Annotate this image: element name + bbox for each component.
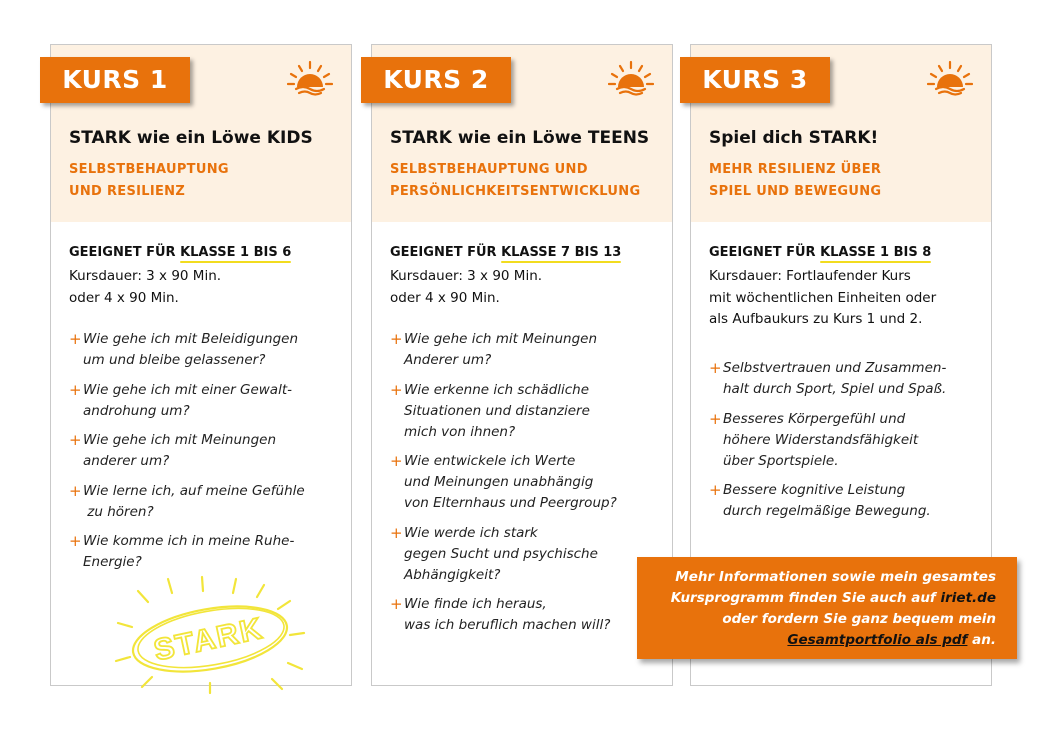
sun-icon	[608, 59, 654, 99]
info-text: an.	[967, 632, 996, 648]
list-item	[390, 451, 668, 514]
subtitle-line: UND RESILIENZ	[69, 184, 186, 199]
duration-line: oder 4 x 90 Min.	[69, 289, 179, 306]
item-line: durch regelmäßige Bewegung.	[723, 503, 931, 519]
portfolio-pdf-link[interactable]: Gesamtportfolio als pdf	[787, 632, 968, 648]
suitable-prefix: GEEIGNET FÜR	[69, 245, 181, 260]
plus-bullet-icon: +	[69, 481, 82, 500]
question-list	[390, 329, 668, 645]
item-line: anderer um?	[83, 453, 170, 469]
list-item	[69, 531, 347, 573]
course-subtitle	[709, 159, 985, 203]
sun-icon	[287, 59, 333, 99]
course-badge: KURS 2	[361, 57, 511, 103]
list-item	[390, 329, 668, 371]
course-subtitle	[69, 159, 345, 203]
plus-bullet-icon: +	[69, 380, 82, 399]
item-line: Wie gehe ich mit Meinungen	[83, 432, 277, 448]
suitable-prefix: GEEIGNET FÜR	[390, 245, 502, 260]
list-item	[709, 409, 987, 472]
course-card-2	[371, 44, 673, 686]
website-link[interactable]: iriet.de	[940, 590, 996, 606]
item-line: Wie entwickele ich Werte	[404, 453, 576, 469]
grade-range-highlight: KLASSE 1 BIS 6	[180, 245, 292, 260]
item-line: Bessere kognitive Leistung	[723, 482, 906, 498]
item-line: Wie werde ich stark	[404, 524, 538, 541]
course-title: Spiel dich STARK!	[709, 128, 879, 148]
item-line: gegen Sucht und psychische	[404, 545, 598, 562]
info-text: Kursprogramm finden Sie auch auf	[670, 590, 941, 606]
item-line: Wie finde ich heraus,	[404, 596, 547, 612]
suitable-for	[709, 245, 985, 260]
item-line: was ich beruflich machen will?	[404, 617, 611, 633]
plus-bullet-icon: +	[390, 523, 403, 542]
list-item	[390, 594, 668, 636]
course-duration	[69, 266, 345, 309]
plus-bullet-icon: +	[390, 330, 403, 348]
course-title: STARK wie ein Löwe KIDS	[69, 128, 313, 148]
subtitle-line: SELBSTBEHAUPTUNG	[69, 162, 229, 177]
course-badge: KURS 3	[680, 57, 830, 103]
item-line: und Meinungen unabhängig	[404, 474, 594, 490]
plus-bullet-icon: +	[709, 481, 722, 499]
doodle-text: STARK	[151, 611, 267, 668]
subtitle-line: PERSÖNLICHKEITSENTWICKLUNG	[390, 184, 641, 199]
info-box	[637, 557, 1017, 659]
plus-bullet-icon: +	[390, 452, 403, 470]
item-line: Anderer um?	[404, 352, 492, 368]
plus-bullet-icon: +	[69, 431, 82, 449]
course-duration	[390, 266, 666, 309]
course-subtitle	[390, 159, 666, 203]
duration-line: oder 4 x 90 Min.	[390, 289, 500, 306]
question-list	[69, 329, 347, 582]
plus-bullet-icon: +	[390, 595, 403, 613]
duration-line: mit wöchentlichen Einheiten oder	[709, 289, 937, 306]
info-line	[647, 630, 996, 651]
list-item	[390, 523, 668, 586]
suitable-for	[69, 245, 345, 260]
duration-line: Kursdauer: 3 x 90 Min.	[390, 268, 543, 284]
item-line: Wie gehe ich mit Meinungen	[404, 331, 598, 347]
duration-line: Kursdauer: Fortlaufender Kurs	[709, 268, 911, 284]
item-line: zu hören?	[83, 503, 154, 520]
duration-line: als Aufbaukurs zu Kurs 1 und 2.	[709, 311, 923, 327]
suitable-prefix: GEEIGNET FÜR	[709, 245, 821, 260]
item-line: von Elternhaus und Peergroup?	[404, 495, 617, 511]
list-item	[69, 481, 347, 523]
plus-bullet-icon: +	[69, 330, 82, 348]
item-line: um und bleibe gelassener?	[83, 352, 266, 368]
plus-bullet-icon: +	[69, 532, 82, 550]
course-badge: KURS 1	[40, 57, 190, 103]
list-item	[709, 358, 987, 400]
item-line: mich von ihnen?	[404, 423, 516, 440]
course-duration	[709, 266, 985, 331]
suitable-for	[390, 245, 666, 260]
grade-range-highlight: KLASSE 1 BIS 8	[820, 245, 932, 260]
course-title: STARK wie ein Löwe TEENS	[390, 128, 650, 148]
info-line: Mehr Informationen sowie mein gesamtes	[675, 569, 996, 585]
list-item	[69, 329, 347, 371]
item-line: Wie gehe ich mit einer Gewalt-	[83, 381, 292, 398]
item-line: Abhängigkeit?	[404, 566, 501, 583]
duration-line: Kursdauer: 3 x 90 Min.	[69, 268, 222, 284]
item-line: Wie gehe ich mit Beleidigungen	[83, 331, 299, 347]
list-item	[69, 380, 347, 422]
item-line: androhung um?	[83, 402, 190, 419]
plus-bullet-icon: +	[709, 409, 722, 428]
info-line	[647, 588, 996, 609]
subtitle-line: SELBSTBEHAUPTUNG UND	[390, 162, 588, 177]
subtitle-line: MEHR RESILIENZ ÜBER	[709, 162, 882, 177]
benefit-list	[709, 358, 987, 531]
plus-bullet-icon: +	[709, 359, 722, 377]
item-line: Wie komme ich in meine Ruhe-	[83, 533, 295, 549]
info-line: oder fordern Sie ganz bequem mein	[722, 611, 996, 627]
item-line: Energie?	[83, 554, 142, 570]
item-line: halt durch Sport, Spiel und Spaß.	[723, 381, 947, 397]
sun-icon	[927, 59, 973, 99]
item-line: Situationen und distanziere	[404, 402, 590, 419]
plus-bullet-icon: +	[390, 380, 403, 399]
list-item	[69, 430, 347, 472]
list-item	[709, 480, 987, 522]
item-line: über Sportspiele.	[723, 452, 839, 469]
subtitle-line: SPIEL UND BEWEGUNG	[709, 184, 882, 199]
stark-doodle-icon	[112, 575, 312, 695]
item-line: höhere Widerstandsfähigkeit	[723, 431, 919, 448]
list-item	[390, 380, 668, 443]
item-line: Selbstvertrauen und Zusammen-	[723, 360, 947, 376]
grade-range-highlight: KLASSE 7 BIS 13	[501, 245, 622, 260]
item-line: Wie lerne ich, auf meine Gefühle	[83, 482, 305, 499]
item-line: Wie erkenne ich schädliche	[404, 381, 590, 398]
item-line: Besseres Körpergefühl und	[723, 410, 906, 427]
